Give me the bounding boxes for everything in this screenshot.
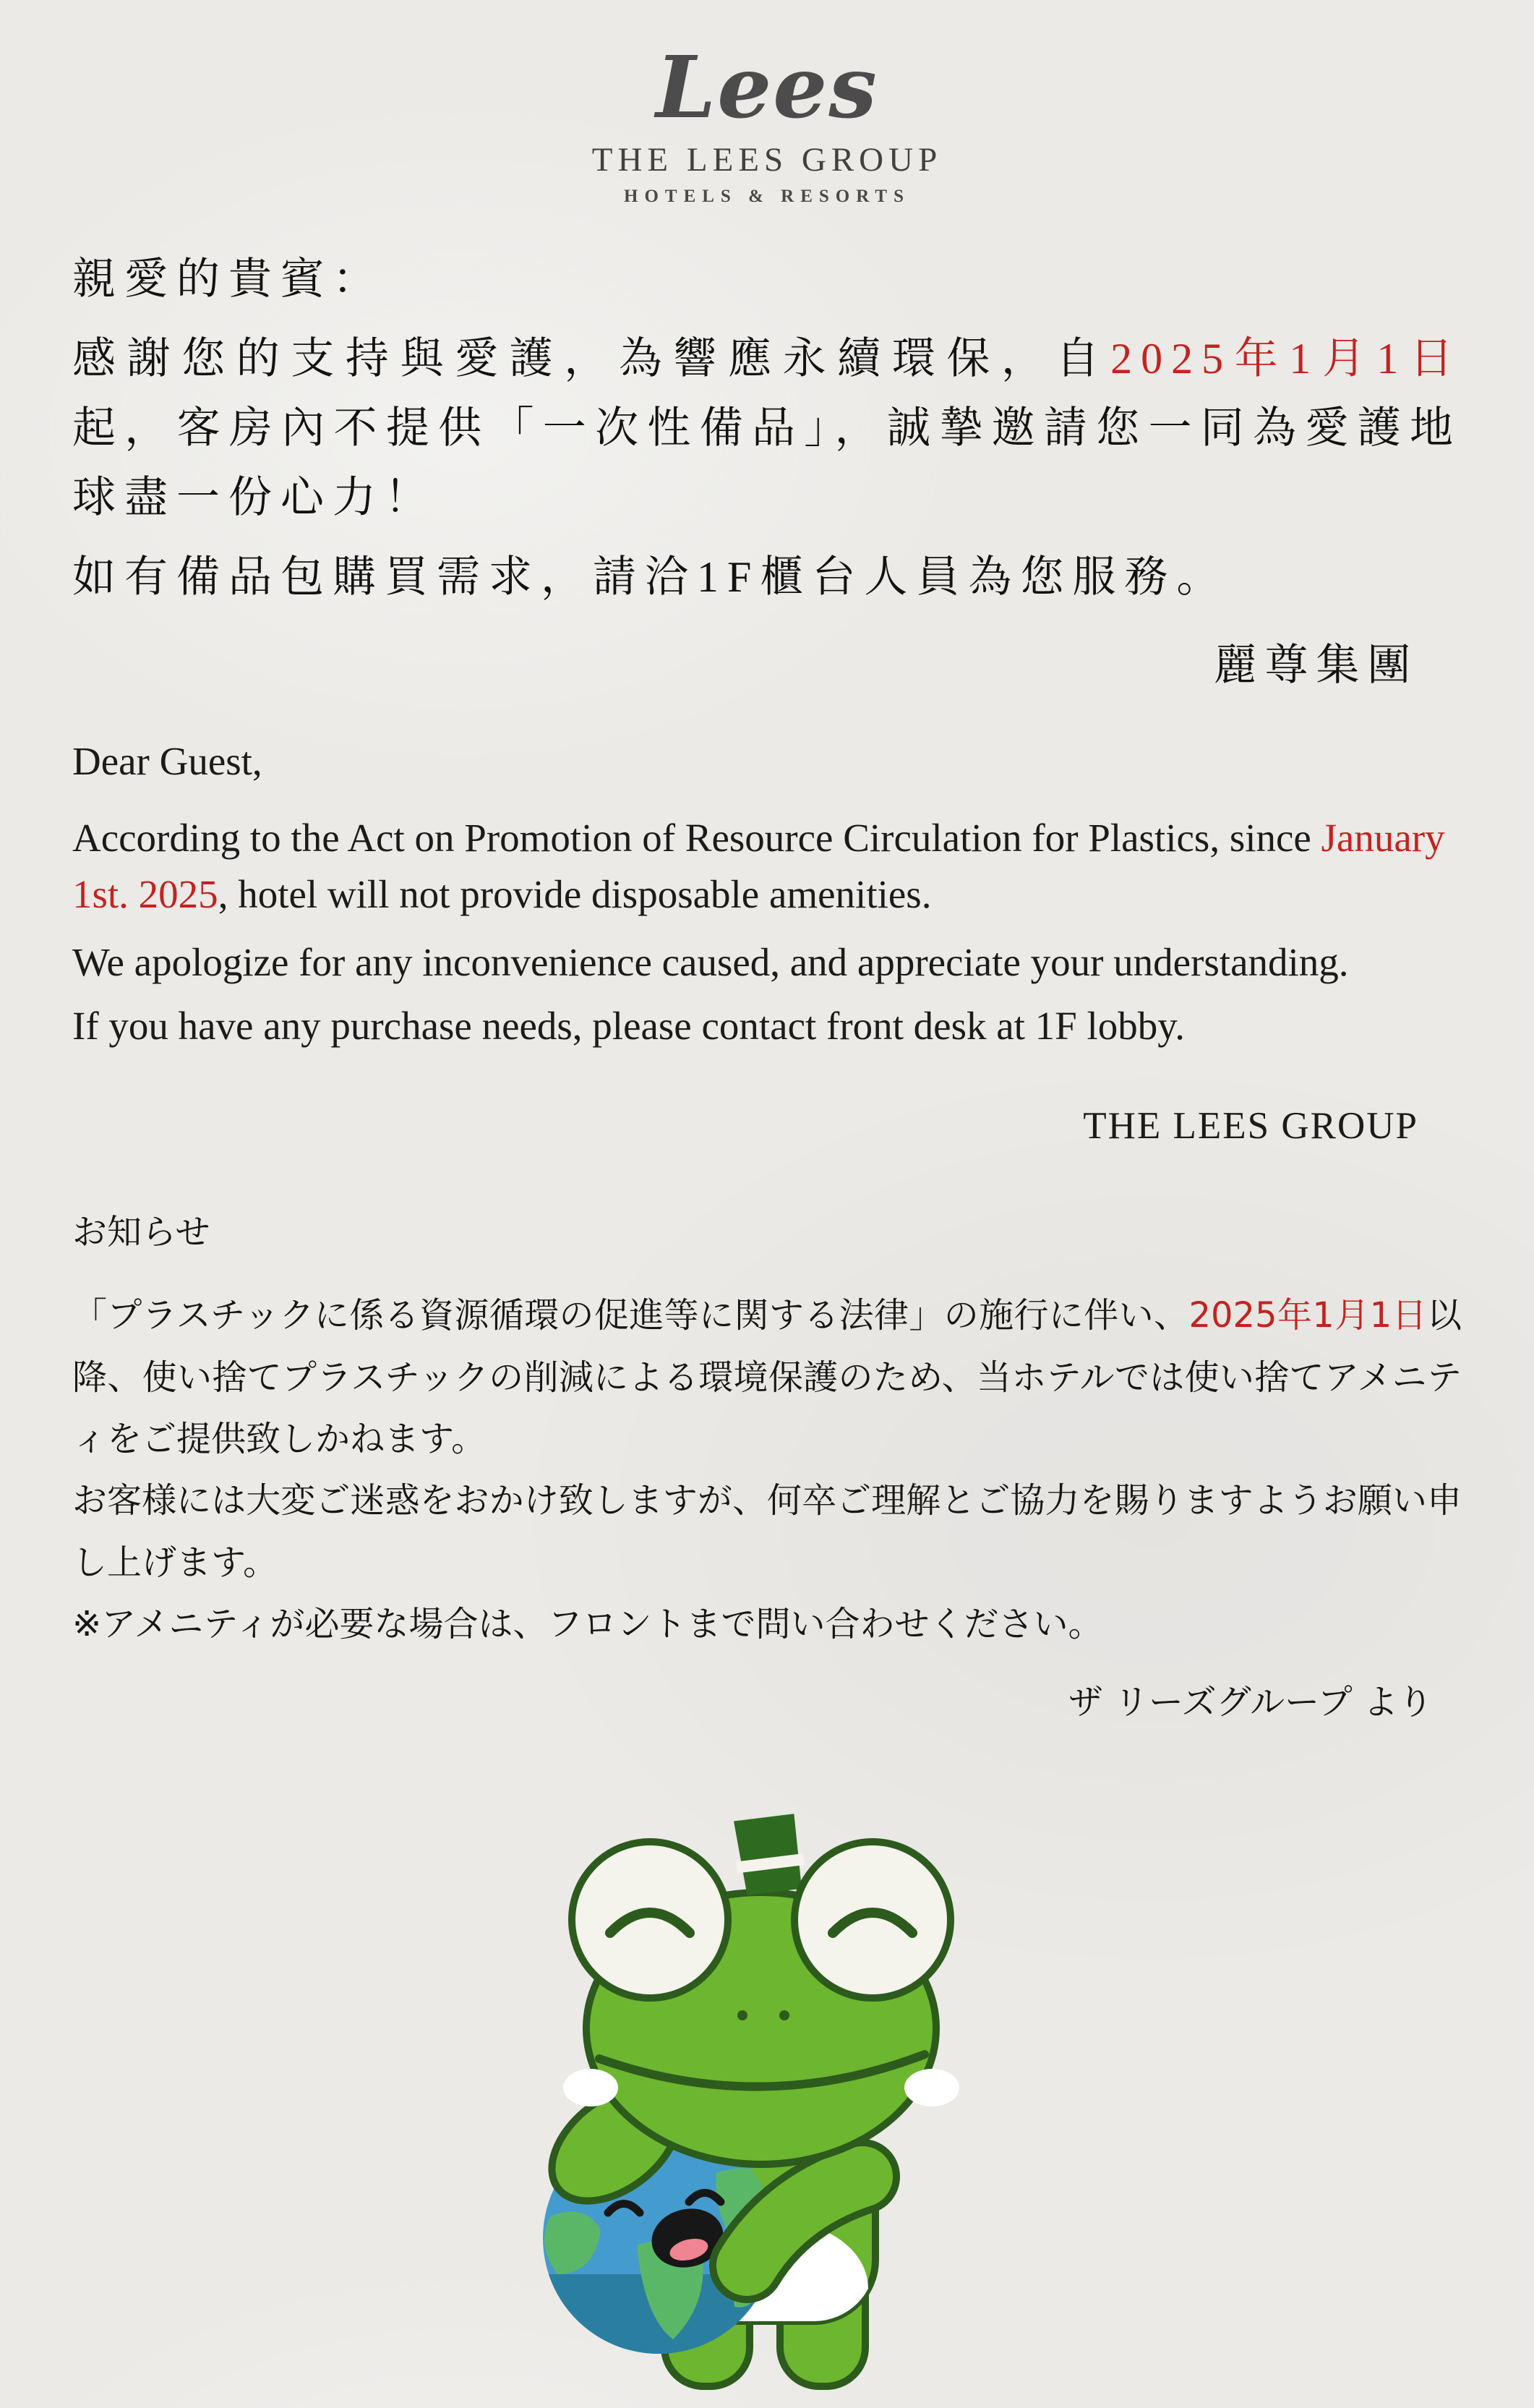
frog-hugging-earth-icon [536,1811,998,2404]
logo-group-name: THE LEES GROUP [591,141,943,179]
english-para1-date: January 1st. 2025 [72,816,1445,917]
hat-icon [731,1814,807,1897]
japanese-para1-post: 以降、使い捨てプラスチックの削減による環境保護のため、当ホテルでは使い捨てアメニティをご提供致しかねます。 [72,1295,1462,1460]
logo-script-text: Lees [656,37,878,137]
chinese-section [72,244,1462,700]
japanese-paragraph-2: お客様には大変ご迷惑をおかけ致しますが、何卒ご理解とご協力を賜りますようお願い申し上げます。 [72,1480,1462,1583]
chinese-salutation: 親愛的貴賓： [72,255,385,303]
english-para1-post: , hotel will not provide disposable amenities. [218,872,932,917]
chinese-signature: 麗尊集團 [1213,641,1418,689]
english-paragraph-1 [72,810,1462,923]
notice-content [0,244,1534,1733]
english-paragraph-3: If you have any purchase needs, please contact front desk at 1F lobby. [72,1004,1185,1049]
chinese-para1-post: 起，客房內不提供「一次性備品」，誠摯邀請您一同為愛護地球盡一份心力！ [72,404,1462,521]
japanese-signature: ザ リーズグループ より [1068,1681,1433,1722]
chinese-para1-date: 2025年1月1日 [1110,335,1462,383]
english-paragraph-2: We apologize for any inconvenience caused, and appreciate your understanding. [72,940,1349,985]
brand-logo [0,0,1534,207]
chinese-para1-pre: 感謝您的支持與愛護，為響應永續環保，自 [72,335,1111,383]
japanese-paragraph-3: ※アメニティが必要な場合は、フロントまで問い合わせください。 [72,1604,1103,1645]
japanese-section [72,1202,1462,1734]
mascot-container [0,1811,1534,2408]
chinese-paragraph-2: 如有備品包購買需求，請洽1F櫃台人員為您服務。 [72,553,1229,601]
english-section [72,733,1462,1154]
logo-tagline: HOTELS & RESORTS [624,187,910,206]
english-signature: THE LEES GROUP [1083,1105,1418,1148]
english-para1-pre: According to the Act on Promotion of Resource Circulation for Plastics, since [72,816,1321,861]
japanese-para1-date: 2025年1月1日 [1188,1295,1427,1336]
chinese-paragraph-1 [72,324,1462,532]
japanese-para1-pre: 「プラスチックに係る資源循環の促進等に関する法律」の施行に伴い、 [72,1295,1189,1336]
english-salutation: Dear Guest, [72,739,262,783]
japanese-heading: お知らせ [72,1211,210,1252]
japanese-paragraph-1 [72,1285,1462,1470]
